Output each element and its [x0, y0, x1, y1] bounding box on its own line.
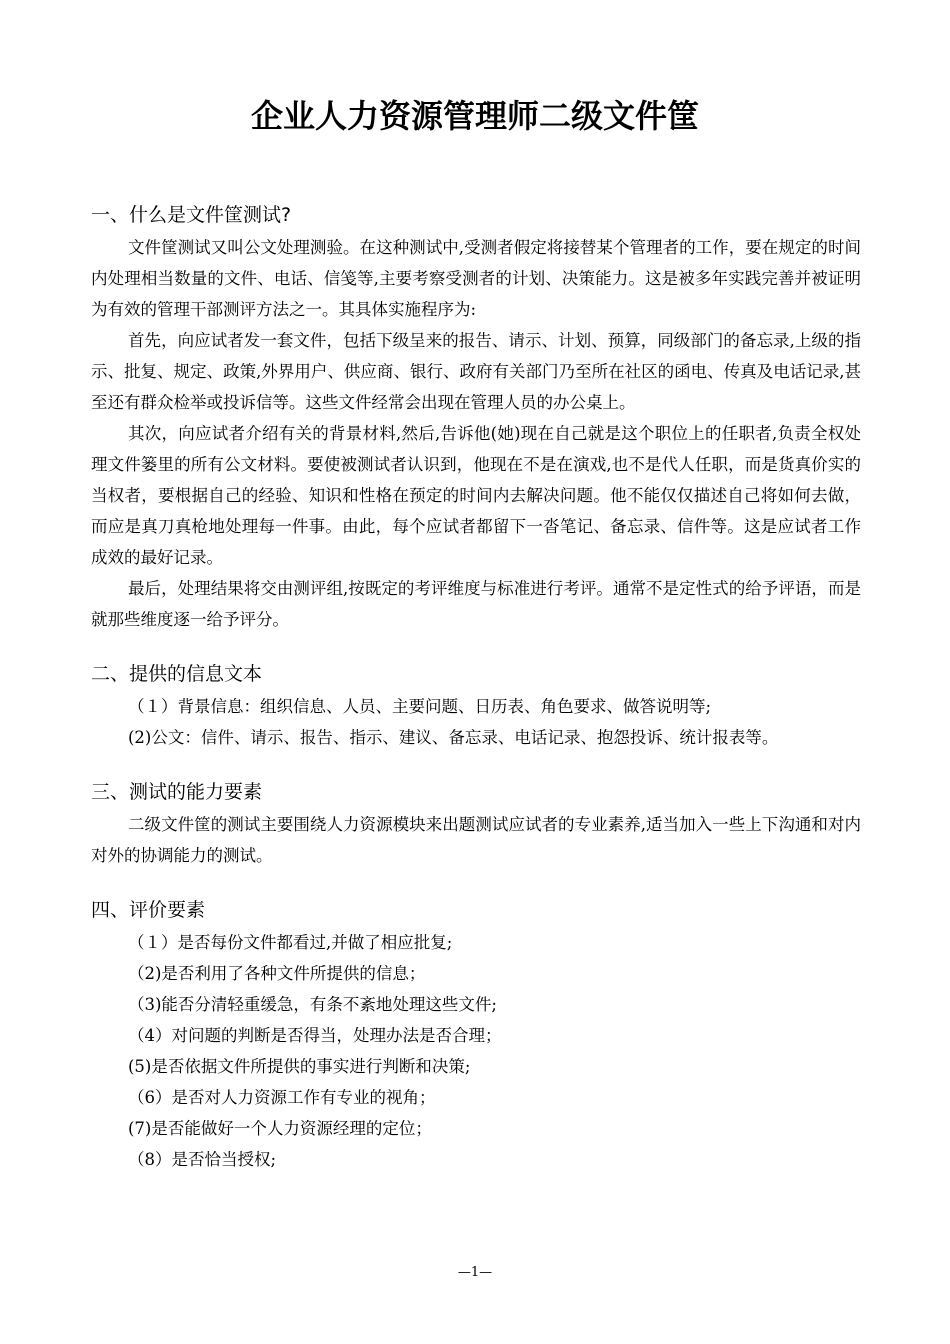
paragraph: 二级文件筐的测试主要围绕人力资源模块来出题测试应试者的专业素养,适当加入一些上下沟通和对内对外的协调能力的测试。 — [91, 815, 861, 865]
list-item: （4）对问题的判断是否得当，处理办法是否合理； — [128, 1026, 502, 1045]
list-item: (5)是否依据文件所提供的事实进行判断和决策; — [128, 1057, 471, 1076]
list-item: （2)是否利用了各种文件所提供的信息； — [128, 964, 426, 983]
paragraph: 最后，处理结果将交由测评组,按既定的考评维度与标准进行考评。通常不是定性式的给予评语，而是就那些维度逐一给予评分。 — [91, 579, 861, 629]
list-item: （8）是否恰当授权; — [128, 1150, 277, 1169]
section-heading: 四、评价要素 — [91, 899, 206, 921]
section-spacer — [91, 635, 861, 657]
section-heading: 一、什么是文件筐测试? — [91, 204, 292, 226]
section-heading: 二、提供的信息文本 — [91, 663, 263, 685]
list-item: （6）是否对人力资源工作有专业的视角； — [128, 1088, 436, 1107]
paragraph: 文件筐测试又叫公文处理测验。在这种测试中,受测者假定将接替某个管理者的工作，要在规定的时间内处理相当数量的文件、电话、信笺等,主要考察受测者的计划、决策能力。这是被多年实践完善并被证明为有效的管理干部测评方法之一。其具体实施程序为: — [91, 238, 861, 319]
paragraph: （１）背景信息：组织信息、人员、主要问题、日历表、角色要求、做答说明等; — [128, 697, 712, 716]
document-body — [91, 198, 861, 1175]
section-heading: 三、测试的能力要素 — [91, 781, 263, 803]
section-spacer — [91, 753, 861, 775]
paragraph: 首先，向应试者发一套文件，包括下级呈来的报告、请示、计划、预算，同级部门的备忘录,上级的指示、批复、规定、政策,外界用户、供应商、银行、政府有关部门乃至所在社区的函电、传真及电话记录,甚至还有群众检举或投诉信等。这些文件经常会出现在管理人员的办公桌上。 — [91, 331, 861, 412]
list-item: （１）是否每份文件都看过,并做了相应批复; — [128, 933, 453, 952]
document-title: 企业人力资源管理师二级文件筐 — [250, 97, 699, 135]
paragraph: (2)公文：信件、请示、报告、指示、建议、备忘录、电话记录、抱怨投诉、统计报表等。 — [128, 728, 779, 747]
page-number: —1— — [457, 1265, 493, 1280]
list-item: (7)是否能做好一个人力资源经理的定位； — [128, 1119, 432, 1138]
list-item: （3)能否分清轻重缓急，有条不紊地处理这些文件; — [128, 995, 497, 1014]
section-spacer — [91, 871, 861, 893]
paragraph: 其次，向应试者介绍有关的背景材料,然后,告诉他(她)现在自己就是这个职位上的任职者,负责全权处理文件篓里的所有公文材料。要使被测试者认识到，他现在不是在演戏,也不是代人任职，而是货真价实的当权者，要根据自己的经验、知识和性格在预定的时间内去解决问题。他不能仅仅描述自己将如何去做，而应是真刀真枪地处理每一件事。由此，每个应试者都留下一沓笔记、备忘录、信件等。这是应试者工作成效的最好记录。 — [91, 424, 861, 567]
